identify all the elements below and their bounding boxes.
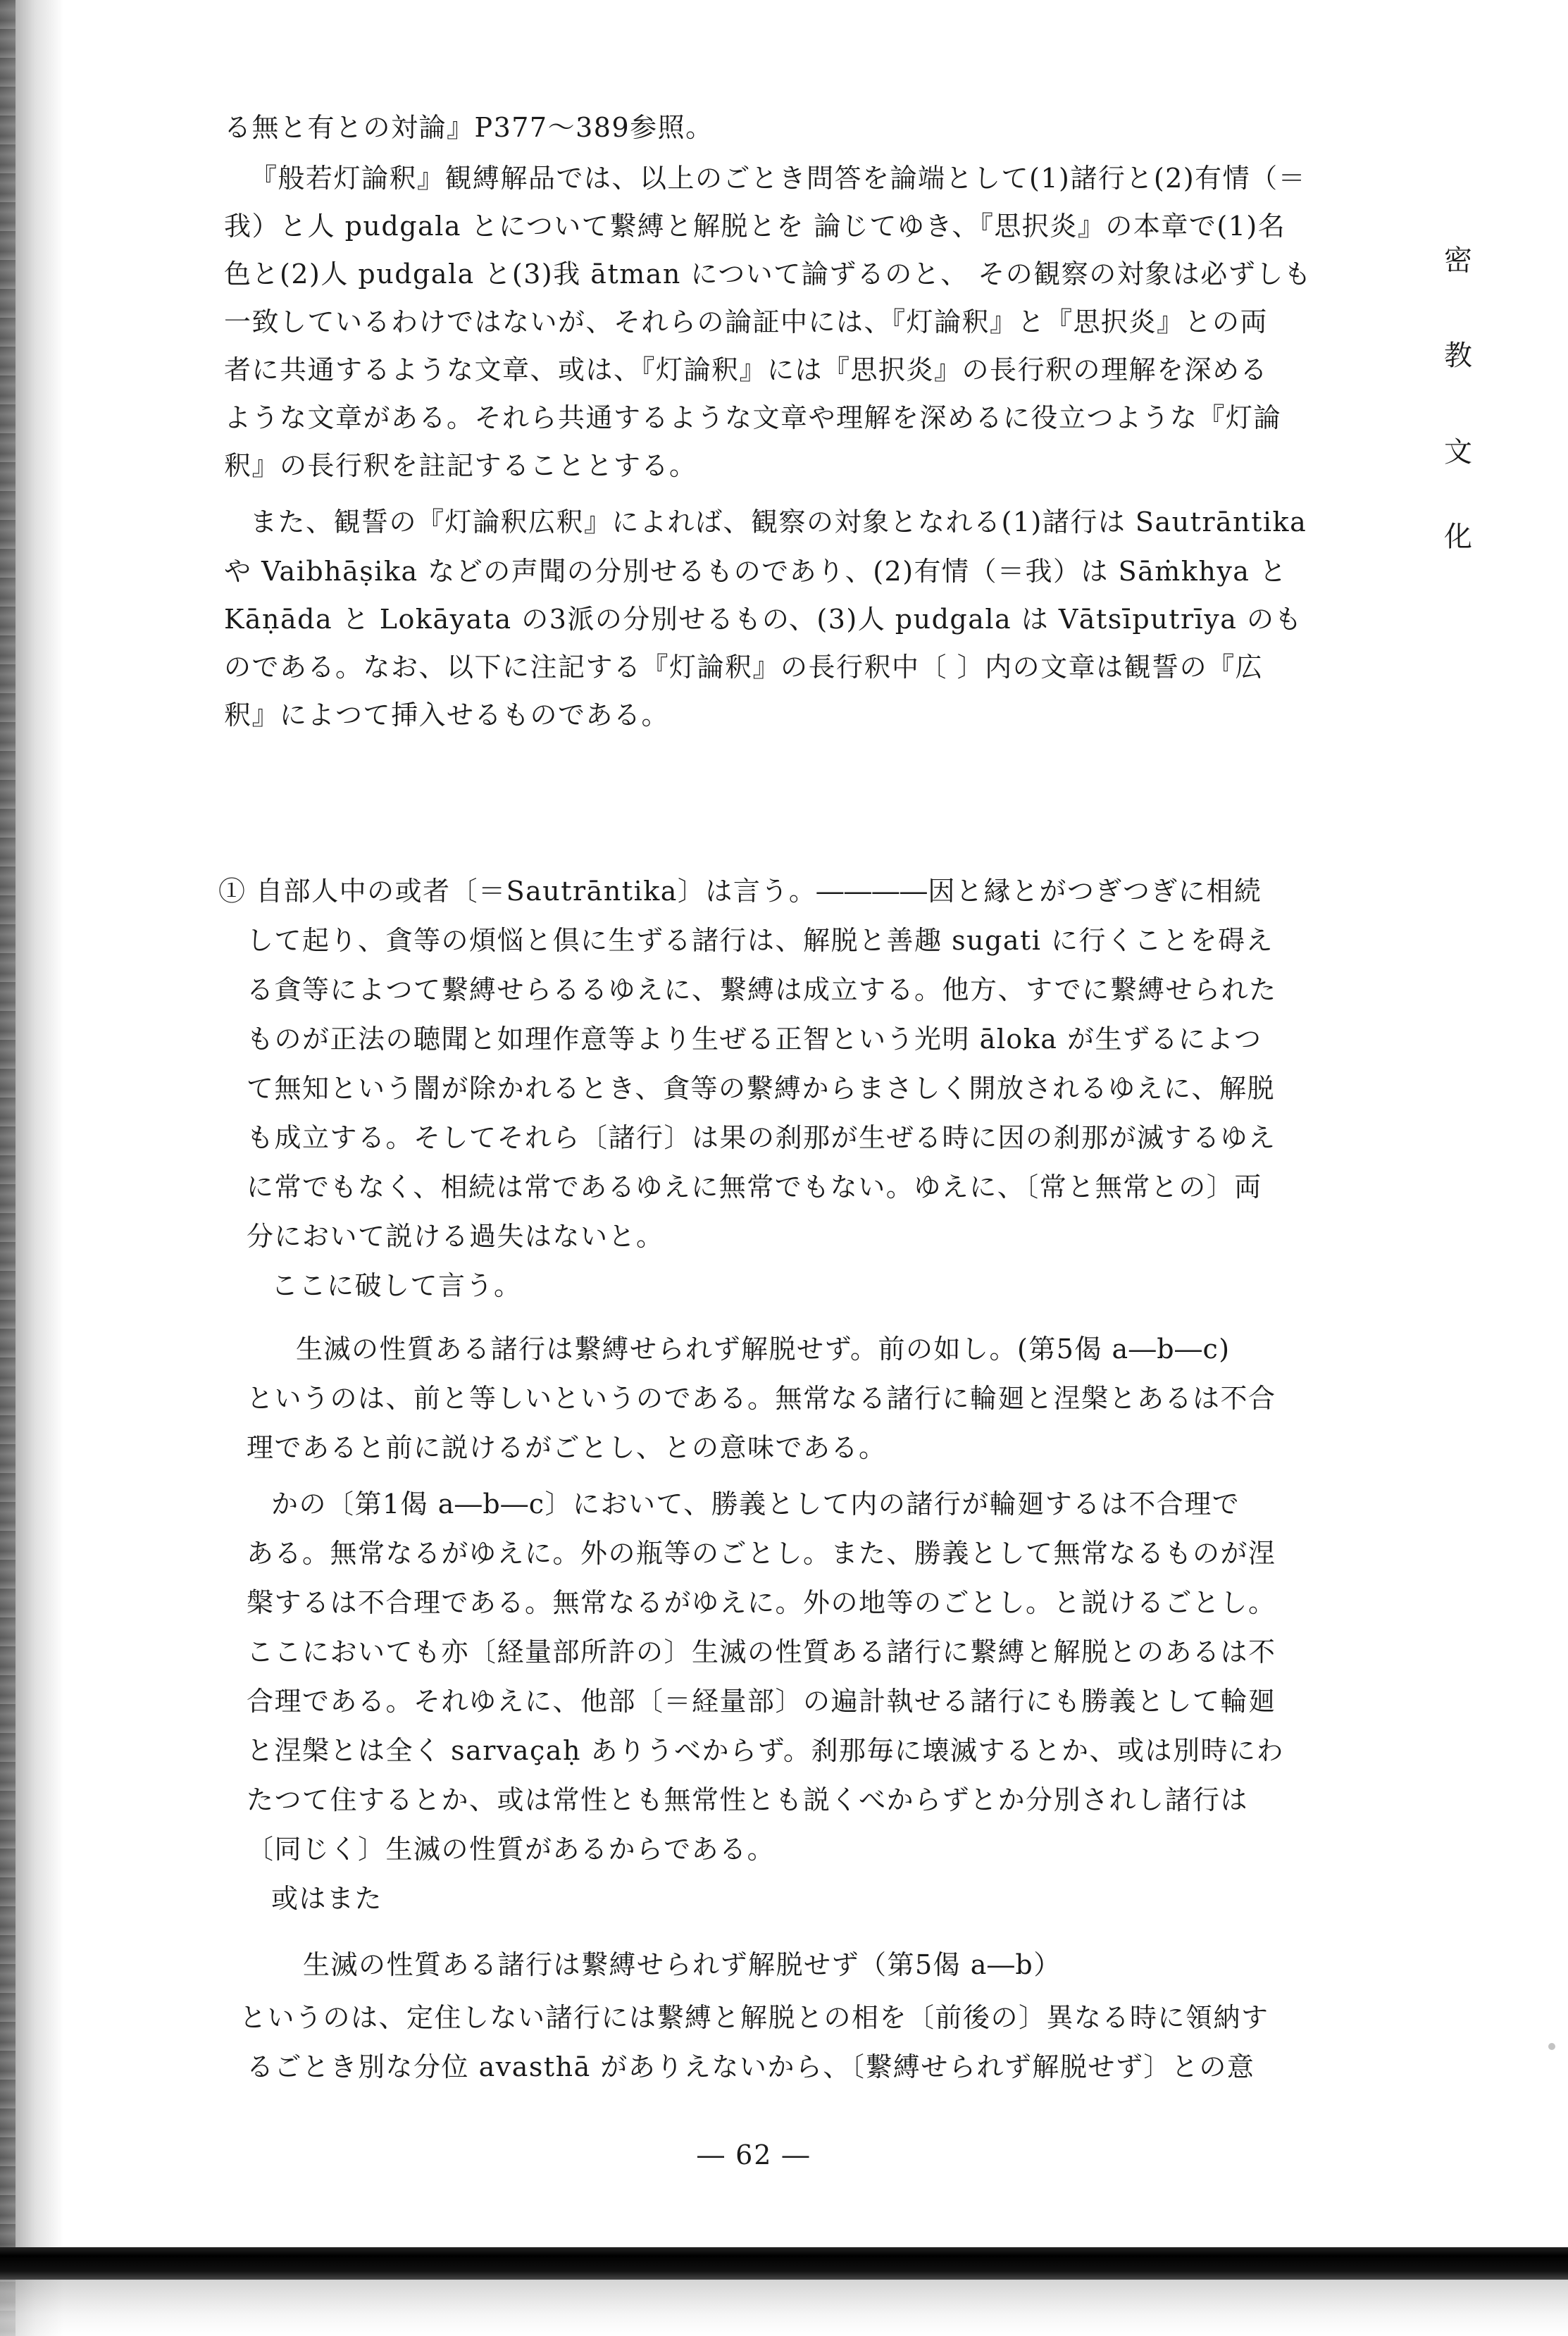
note1-explain2-line-1: というのは、定住しない諸行には繋縛と解脱との相を〔前後の〕異なる時に領納す	[239, 2002, 1269, 2033]
section2-line-5: 釈』によつて挿入せるものである。	[224, 700, 670, 731]
note1-alt: 或はまた	[271, 1883, 383, 1914]
note1-para2-line-5: 合理である。それゆえに、他部〔＝経量部〕の遍計執せる諸行にも勝義として輪廻	[247, 1686, 1276, 1717]
side-label-char-2: 教	[1444, 340, 1472, 372]
note1-para2-line-4: ここにおいても亦〔経量部所許の〕生滅の性質ある諸行に繋縛と解脱とのあるは不	[247, 1636, 1276, 1667]
note1-line-2: して起り、貪等の煩悩と倶に生ずる諸行は、解脱と善趣 sugati に行くことを碍え	[247, 925, 1274, 956]
note1-line-1: ① 自部人中の或者〔＝Sautrāntika〕は言う。――――因と縁とがつぎつぎに相続	[218, 876, 1262, 907]
note1-line-8: 分において説ける過失はないと。	[247, 1221, 664, 1252]
note1-verse-2: 生滅の性質ある諸行は繋縛せられず解脱せず（第5偈 a―b）	[303, 1949, 1062, 1980]
note1-para2-line-2: ある。無常なるがゆえに。外の瓶等のごとし。また、勝義として無常なるものが涅	[247, 1538, 1276, 1569]
note1-line-4: ものが正法の聴聞と如理作意等より生ぜる正智という光明 āloka が生ずるによつ	[247, 1024, 1262, 1055]
note1-explain1-line-1: というのは、前と等しいというのである。無常なる諸行に輪廻と涅槃とあるは不合	[247, 1383, 1276, 1414]
scan-bottom-shade	[0, 2280, 1568, 2336]
section2-line-3: Kāṇāda と Lokāyata の3派の分別せるもの、(3)人 pudgala は Vātsīputrīya のも	[224, 604, 1302, 635]
scan-speck	[1548, 2043, 1555, 2050]
section1-line-4: 色と(2)人 pudgala と(3)我 ātman について論ずるのと、 その観察の対象は必ずしも	[224, 259, 1312, 290]
note1-para2-line-8: 〔同じく〕生滅の性質があるからである。	[247, 1834, 776, 1865]
section2-line-2: や Vaibhāṣika などの声聞の分別せるものであり、(2)有情（＝我）は Sāṁkhya と	[224, 556, 1288, 587]
note1-para2-line-1: かの〔第1偈 a―b―c〕において、勝義として内の諸行が輪廻するは不合理で	[271, 1489, 1240, 1520]
section1-line-7: ような文章がある。それら共通するような文章や理解を深めるに役立つような『灯論	[224, 402, 1282, 433]
section1-line-3: 我）と人 pudgala とについて繋縛と解脱とを 論じてゆき、『思択炎』の本章で(1)名	[224, 211, 1286, 242]
scan-binding-edge	[0, 0, 15, 2336]
note1-para2-line-3: 槃するは不合理である。無常なるがゆえに。外の地等のごとし。と説けるごとし。	[247, 1587, 1276, 1618]
note1-refute: ここに破して言う。	[271, 1270, 522, 1301]
section2-line-4: のである。なお、以下に注記する『灯論釈』の長行釈中〔 〕内の文章は観誓の『広	[224, 652, 1264, 683]
section1-line-5: 一致しているわけではないが、それらの論証中には、『灯論釈』と『思択炎』との両	[224, 306, 1269, 337]
note1-para2-line-7: たつて住するとか、或は常性とも無常性とも説くべからずとか分別されし諸行は	[247, 1784, 1249, 1815]
note1-explain2-line-2: るごとき別な分位 avasthā がありえないから、〔繋縛せられず解脱せず〕との意	[247, 2051, 1255, 2082]
note1-verse-1: 生滅の性質ある諸行は繋縛せられず解脱せず。前の如し。(第5偈 a―b―c)	[296, 1334, 1231, 1365]
note1-line-3: る貪等によつて繋縛せらるるゆえに、繋縛は成立する。他方、すでに繋縛せられた	[247, 974, 1277, 1005]
section1-line-8: 釈』の長行釈を註記することとする。	[224, 450, 697, 481]
note1-line-6: も成立する。そしてそれら〔諸行〕は果の刹那が生ぜる時に因の刹那が滅するゆえ	[247, 1122, 1276, 1153]
section1-line-6: 者に共通するような文章、或は、『灯論釈』には『思択炎』の長行釈の理解を深める	[224, 354, 1269, 385]
note1-line-5: て無知という闇が除かれるとき、貪等の繋縛からまさしく開放されるゆえに、解脱	[247, 1073, 1275, 1104]
page-number: ― 62 ―	[697, 2139, 811, 2170]
section1-line-1: る無と有との対論』P377～389参照。	[224, 112, 714, 143]
note1-line-7: に常でもなく、相続は常であるゆえに無常でもない。ゆえに、〔常と無常との〕両	[247, 1172, 1262, 1203]
scan-bottom-edge	[0, 2247, 1568, 2280]
note1-para2-line-6: と涅槃とは全く sarvaçaḥ ありうべからず。刹那毎に壊滅するとか、或は別時にわ	[247, 1735, 1284, 1766]
section1-line-2: 『般若灯論釈』観縛解品では、以上のごとき問答を論端として(1)諸行と(2)有情（＝	[250, 163, 1307, 194]
side-label-char-3: 文	[1444, 436, 1472, 468]
section2-line-1: また、観誓の『灯論釈広釈』によれば、観察の対象となれる(1)諸行は Sautrāntika	[250, 507, 1307, 538]
side-label-char-1: 密	[1444, 244, 1472, 277]
side-label-char-4: 化	[1444, 521, 1472, 553]
note1-explain1-line-2: 理であると前に説けるがごとし、との意味である。	[247, 1432, 887, 1463]
